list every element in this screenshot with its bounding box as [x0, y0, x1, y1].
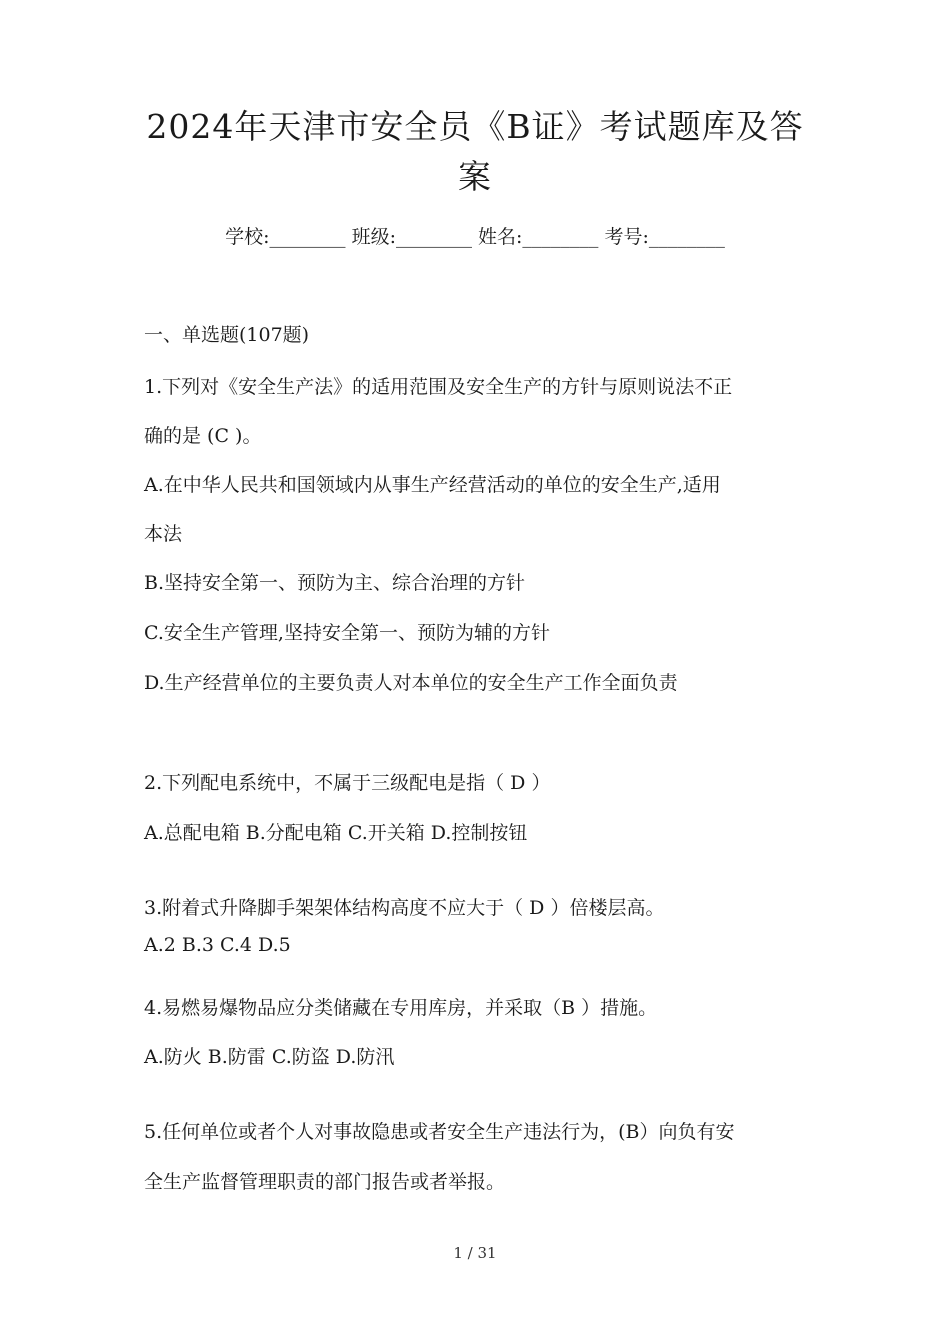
- question-4-options: A.防火 B.防雷 C.防盗 D.防汛: [144, 1046, 395, 1068]
- question-1-line-1: 1.下列对《安全生产法》的适用范围及安全生产的方针与原则说法不正: [144, 376, 733, 398]
- document-title: [120, 102, 830, 202]
- question-5-line-2: 全生产监督管理职责的部门报告或者举报。: [144, 1171, 506, 1193]
- question-3-line-1: 3.附着式升降脚手架架体结构高度不应大于（ D ）倍楼层高。: [144, 897, 665, 919]
- question-3-options: A.2 B.3 C.4 D.5: [144, 934, 291, 956]
- question-1-line-2: 确的是 (C )。: [144, 425, 262, 447]
- title-line-2: 案: [458, 157, 492, 196]
- title-line-1: 2024年天津市安全员《B证》考试题库及答: [146, 107, 804, 146]
- question-1-option-c: C.安全生产管理,坚持安全第一、预防为辅的方针: [144, 622, 550, 644]
- page-number: 1 / 31: [453, 1244, 497, 1262]
- question-1-option-a-cont: 本法: [144, 523, 183, 545]
- question-4-line-1: 4.易燃易爆物品应分类储藏在专用库房，并采取（B ）措施。: [144, 997, 658, 1019]
- question-1-option-a: A.在中华人民共和国领域内从事生产经营活动的单位的安全生产,适用: [144, 474, 721, 496]
- section-heading: 一、单选题(107题): [144, 324, 310, 346]
- question-1-option-b: B.坚持安全第一、预防为主、综合治理的方针: [144, 572, 526, 594]
- question-2-line-1: 2.下列配电系统中，不属于三级配电是指（ D ）: [144, 772, 551, 794]
- question-2-options: A.总配电箱 B.分配电箱 C.开关箱 D.控制按钮: [144, 822, 528, 844]
- question-1-option-d: D.生产经营单位的主要负责人对本单位的安全生产工作全面负责: [144, 672, 678, 694]
- student-info-line: 学校:________ 班级:________ 姓名:________ 考号:________: [225, 226, 725, 248]
- question-5-line-1: 5.任何单位或者个人对事故隐患或者安全生产违法行为，(B）向负有安: [144, 1121, 735, 1143]
